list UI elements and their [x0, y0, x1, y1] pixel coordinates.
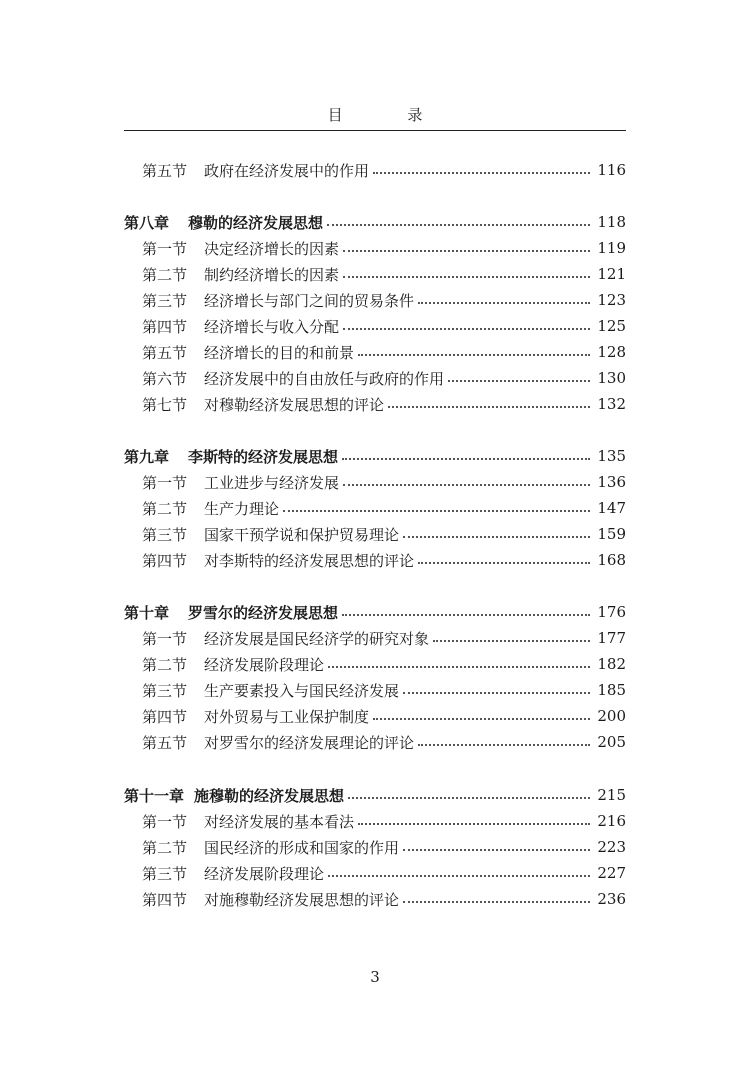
- dot-leader: [328, 875, 590, 877]
- toc-section-entry: [0, 652, 750, 676]
- toc-section-entry: [0, 809, 750, 833]
- dot-leader: [373, 718, 590, 720]
- chapter-title: 罗雪尔的经济发展思想: [188, 603, 339, 622]
- section-number: 第五节: [142, 161, 188, 180]
- dot-leader: [373, 172, 590, 174]
- chapter-title: 穆勒的经济发展思想: [188, 213, 324, 232]
- page-ref: 216: [597, 812, 626, 830]
- page-ref: 135: [597, 447, 626, 465]
- section-number: 第一节: [142, 473, 188, 492]
- section-title: 经济发展是国民经济学的研究对象: [204, 629, 430, 648]
- section-title: 生产力理论: [204, 499, 280, 518]
- section-title: 对穆勒经济发展思想的评论: [204, 395, 385, 414]
- toc-section-entry: [0, 392, 750, 416]
- toc-section-entry: [0, 496, 750, 520]
- toc-section-entry: [0, 522, 750, 546]
- section-title: 对经济发展的基本看法: [204, 812, 355, 831]
- section-number: 第三节: [142, 525, 188, 544]
- page-ref: 136: [597, 473, 626, 491]
- toc-section-entry: [0, 861, 750, 885]
- toc-section-entry: [0, 366, 750, 390]
- toc-section-entry: [0, 626, 750, 650]
- section-number: 第二节: [142, 655, 188, 674]
- dot-leader: [283, 510, 590, 512]
- dot-leader: [348, 797, 590, 799]
- toc-chapter-entry: [0, 783, 750, 807]
- page-ref: 119: [597, 239, 626, 257]
- dot-leader: [403, 849, 590, 851]
- dot-leader: [343, 250, 590, 252]
- page-ref: 227: [597, 864, 626, 882]
- section-number: 第一节: [142, 629, 188, 648]
- section-title: 经济发展阶段理论: [204, 655, 325, 674]
- toc-section-entry: [0, 678, 750, 702]
- section-number: 第二节: [142, 838, 188, 857]
- dot-leader: [328, 666, 590, 668]
- page-ref: 147: [597, 499, 626, 517]
- toc-section-entry: [0, 262, 750, 286]
- chapter-number: 第十章: [124, 603, 170, 622]
- chapter-title: 施穆勒的经济发展思想: [194, 786, 345, 805]
- dot-leader: [343, 276, 590, 278]
- section-number: 第三节: [142, 291, 188, 310]
- section-title: 对李斯特的经济发展思想的评论: [204, 551, 415, 570]
- section-title: 国民经济的形成和国家的作用: [204, 838, 400, 857]
- page-ref: 182: [597, 655, 626, 673]
- section-title: 对罗雪尔的经济发展理论的评论: [204, 733, 415, 752]
- section-title: 政府在经济发展中的作用: [204, 161, 370, 180]
- dot-leader: [342, 458, 590, 460]
- page-ref: 128: [597, 343, 626, 361]
- section-number: 第六节: [142, 369, 188, 388]
- page-ref: 118: [597, 213, 626, 231]
- toc-section-entry: [0, 704, 750, 728]
- dot-leader: [433, 640, 590, 642]
- page-ref: 116: [597, 161, 626, 179]
- dot-leader: [418, 744, 590, 746]
- page-number: 3: [370, 968, 380, 986]
- page-ref: 185: [597, 681, 626, 699]
- page-ref: 130: [597, 369, 626, 387]
- section-number: 第二节: [142, 499, 188, 518]
- page-ref: 176: [597, 603, 626, 621]
- section-number: 第四节: [142, 551, 188, 570]
- toc-chapter-entry: [0, 600, 750, 624]
- page-ref: 123: [597, 291, 626, 309]
- toc-chapter-entry: [0, 210, 750, 234]
- dot-leader: [403, 536, 590, 538]
- section-title: 经济增长的目的和前景: [204, 343, 355, 362]
- section-title: 生产要素投入与国民经济发展: [204, 681, 400, 700]
- chapter-number: 第八章: [124, 213, 170, 232]
- section-title: 经济增长与收入分配: [204, 317, 340, 336]
- dot-leader: [343, 328, 590, 330]
- page-ref: 236: [597, 890, 626, 908]
- section-number: 第三节: [142, 864, 188, 883]
- page-ref: 200: [597, 707, 626, 725]
- section-number: 第五节: [142, 343, 188, 362]
- page-ref: 125: [597, 317, 626, 335]
- toc-chapter-entry: [0, 444, 750, 468]
- toc-section-entry: [0, 887, 750, 911]
- dot-leader: [343, 484, 590, 486]
- dot-leader: [448, 380, 590, 382]
- section-title: 国家干预学说和保护贸易理论: [204, 525, 400, 544]
- dot-leader: [342, 614, 590, 616]
- page-ref: 121: [597, 265, 626, 283]
- chapter-number: 第十一章: [124, 786, 185, 805]
- toc-section-entry: [0, 314, 750, 338]
- section-number: 第一节: [142, 812, 188, 831]
- section-number: 第五节: [142, 733, 188, 752]
- section-title: 决定经济增长的因素: [204, 239, 340, 258]
- section-title: 经济发展中的自由放任与政府的作用: [204, 369, 445, 388]
- dot-leader: [327, 224, 590, 226]
- page-ref: 223: [597, 838, 626, 856]
- page-ref: 132: [597, 395, 626, 413]
- section-title: 经济发展阶段理论: [204, 864, 325, 883]
- section-title: 制约经济增长的因素: [204, 265, 340, 284]
- dot-leader: [358, 823, 590, 825]
- dot-leader: [403, 692, 590, 694]
- dot-leader: [388, 406, 590, 408]
- toc-section-entry: [0, 835, 750, 859]
- section-number: 第四节: [142, 707, 188, 726]
- toc-section-entry: [0, 470, 750, 494]
- chapter-title: 李斯特的经济发展思想: [188, 447, 339, 466]
- page-ref: 215: [597, 786, 626, 804]
- section-number: 第四节: [142, 890, 188, 909]
- toc-section-entry: [0, 340, 750, 364]
- section-number: 第四节: [142, 317, 188, 336]
- section-title: 对施穆勒经济发展思想的评论: [204, 890, 400, 909]
- section-number: 第七节: [142, 395, 188, 414]
- section-title: 工业进步与经济发展: [204, 473, 340, 492]
- section-title: 经济增长与部门之间的贸易条件: [204, 291, 415, 310]
- section-number: 第一节: [142, 239, 188, 258]
- page-ref: 159: [597, 525, 626, 543]
- page-ref: 177: [597, 629, 626, 647]
- toc-section-entry: [0, 288, 750, 312]
- section-number: 第三节: [142, 681, 188, 700]
- section-title: 对外贸易与工业保护制度: [204, 707, 370, 726]
- dot-leader: [418, 562, 590, 564]
- page-ref: 168: [597, 551, 626, 569]
- running-header: 目 录: [327, 106, 453, 124]
- dot-leader: [403, 901, 590, 903]
- dot-leader: [358, 354, 590, 356]
- section-number: 第二节: [142, 265, 188, 284]
- dot-leader: [418, 302, 590, 304]
- page-ref: 205: [597, 733, 626, 751]
- chapter-number: 第九章: [124, 447, 170, 466]
- toc-section-entry: [0, 236, 750, 260]
- toc-section-entry: [0, 548, 750, 572]
- toc-section-entry: [0, 730, 750, 754]
- toc-section-entry: [0, 158, 750, 182]
- header-rule: [124, 130, 626, 131]
